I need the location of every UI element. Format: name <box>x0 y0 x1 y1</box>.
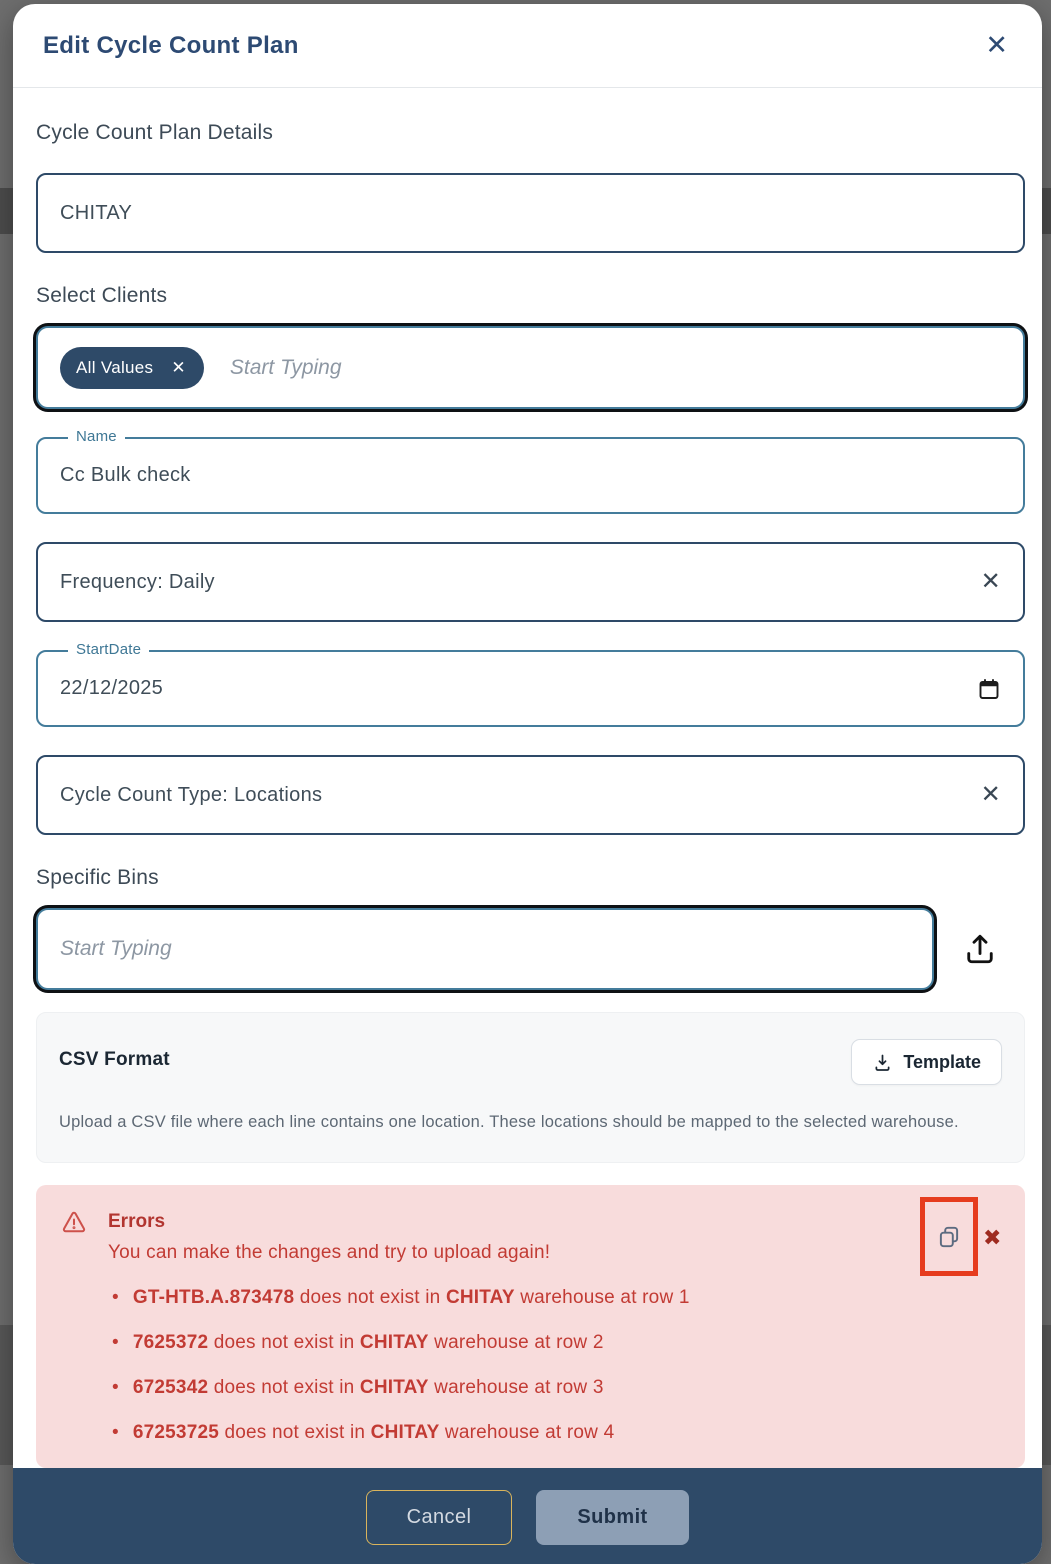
select-clients-label: Select Clients <box>36 284 168 307</box>
start-date-label: StartDate <box>68 641 149 658</box>
template-button-label: Template <box>903 1051 981 1072</box>
error-list-item: • 67253725 does not exist in CHITAY warehouse at row 4 <box>112 1422 615 1443</box>
name-field[interactable] <box>36 428 1025 514</box>
clients-search-input[interactable] <box>230 356 1001 380</box>
submit-button[interactable]: Submit <box>536 1490 689 1545</box>
copy-icon[interactable] <box>936 1224 962 1250</box>
specific-bins-label: Specific Bins <box>36 866 159 889</box>
details-section-label: Cycle Count Plan Details <box>36 121 274 144</box>
clients-multiselect[interactable] <box>36 326 1025 409</box>
name-value: Cc Bulk check <box>60 464 191 486</box>
annotation-highlight-rect <box>920 1197 978 1276</box>
template-button[interactable] <box>851 1039 1002 1085</box>
modal-header <box>13 4 1042 88</box>
bullet-icon: • <box>112 1332 119 1353</box>
upload-icon[interactable] <box>962 931 998 967</box>
errors-list <box>60 1287 1001 1444</box>
bullet-icon: • <box>112 1377 119 1398</box>
modal-body <box>13 88 1042 1468</box>
bins-search-input[interactable] <box>60 937 910 961</box>
cycle-count-type-select[interactable] <box>36 755 1025 835</box>
edit-cycle-count-plan-modal <box>13 4 1042 1564</box>
csv-format-panel <box>36 1012 1025 1163</box>
start-date-value: 22/12/2025 <box>60 677 164 699</box>
chip-remove-icon[interactable]: ✕ <box>171 357 186 377</box>
csv-description: Upload a CSV file where each line contains one location. These locations should be mapped to the selected warehouse. <box>59 1113 959 1131</box>
cancel-button[interactable]: Cancel <box>366 1490 512 1545</box>
errors-panel <box>36 1185 1025 1468</box>
warehouse-value: CHITAY <box>60 201 133 224</box>
csv-format-title: CSV Format <box>59 1049 170 1070</box>
frequency-value: Frequency: Daily <box>60 570 215 593</box>
cycle-count-type-value: Cycle Count Type: Locations <box>60 783 323 806</box>
frequency-clear-icon[interactable]: ✕ <box>980 568 1001 595</box>
clients-chip-label: All Values <box>76 357 154 377</box>
errors-subtitle: You can make the changes and try to upload again! <box>108 1242 551 1263</box>
cycle-count-type-clear-icon[interactable]: ✕ <box>980 781 1001 808</box>
error-list-item: • 6725342 does not exist in CHITAY warehouse at row 3 <box>112 1377 604 1398</box>
calendar-icon[interactable] <box>977 677 1001 701</box>
error-list-item: • GT-HTB.A.873478 does not exist in CHITAY warehouse at row 1 <box>112 1287 690 1308</box>
clients-chip-all-values[interactable] <box>60 347 204 389</box>
bullet-icon: • <box>112 1422 119 1443</box>
download-icon <box>872 1052 893 1073</box>
warning-icon <box>60 1209 88 1264</box>
frequency-select[interactable] <box>36 542 1025 622</box>
modal-title: Edit Cycle Count Plan <box>43 31 299 59</box>
modal-footer <box>13 1468 1042 1564</box>
warehouse-field[interactable] <box>36 173 1025 253</box>
close-icon[interactable]: ✕ <box>985 30 1008 60</box>
specific-bins-row <box>36 908 1025 990</box>
name-field-label: Name <box>68 428 125 445</box>
start-date-field[interactable] <box>36 641 1025 727</box>
bullet-icon: • <box>112 1287 119 1308</box>
bins-input-box[interactable] <box>36 908 934 990</box>
error-list-item: • 7625372 does not exist in CHITAY warehouse at row 2 <box>112 1332 604 1353</box>
errors-title: Errors <box>108 1211 166 1232</box>
errors-dismiss-icon[interactable]: ✖ <box>983 1225 1002 1250</box>
